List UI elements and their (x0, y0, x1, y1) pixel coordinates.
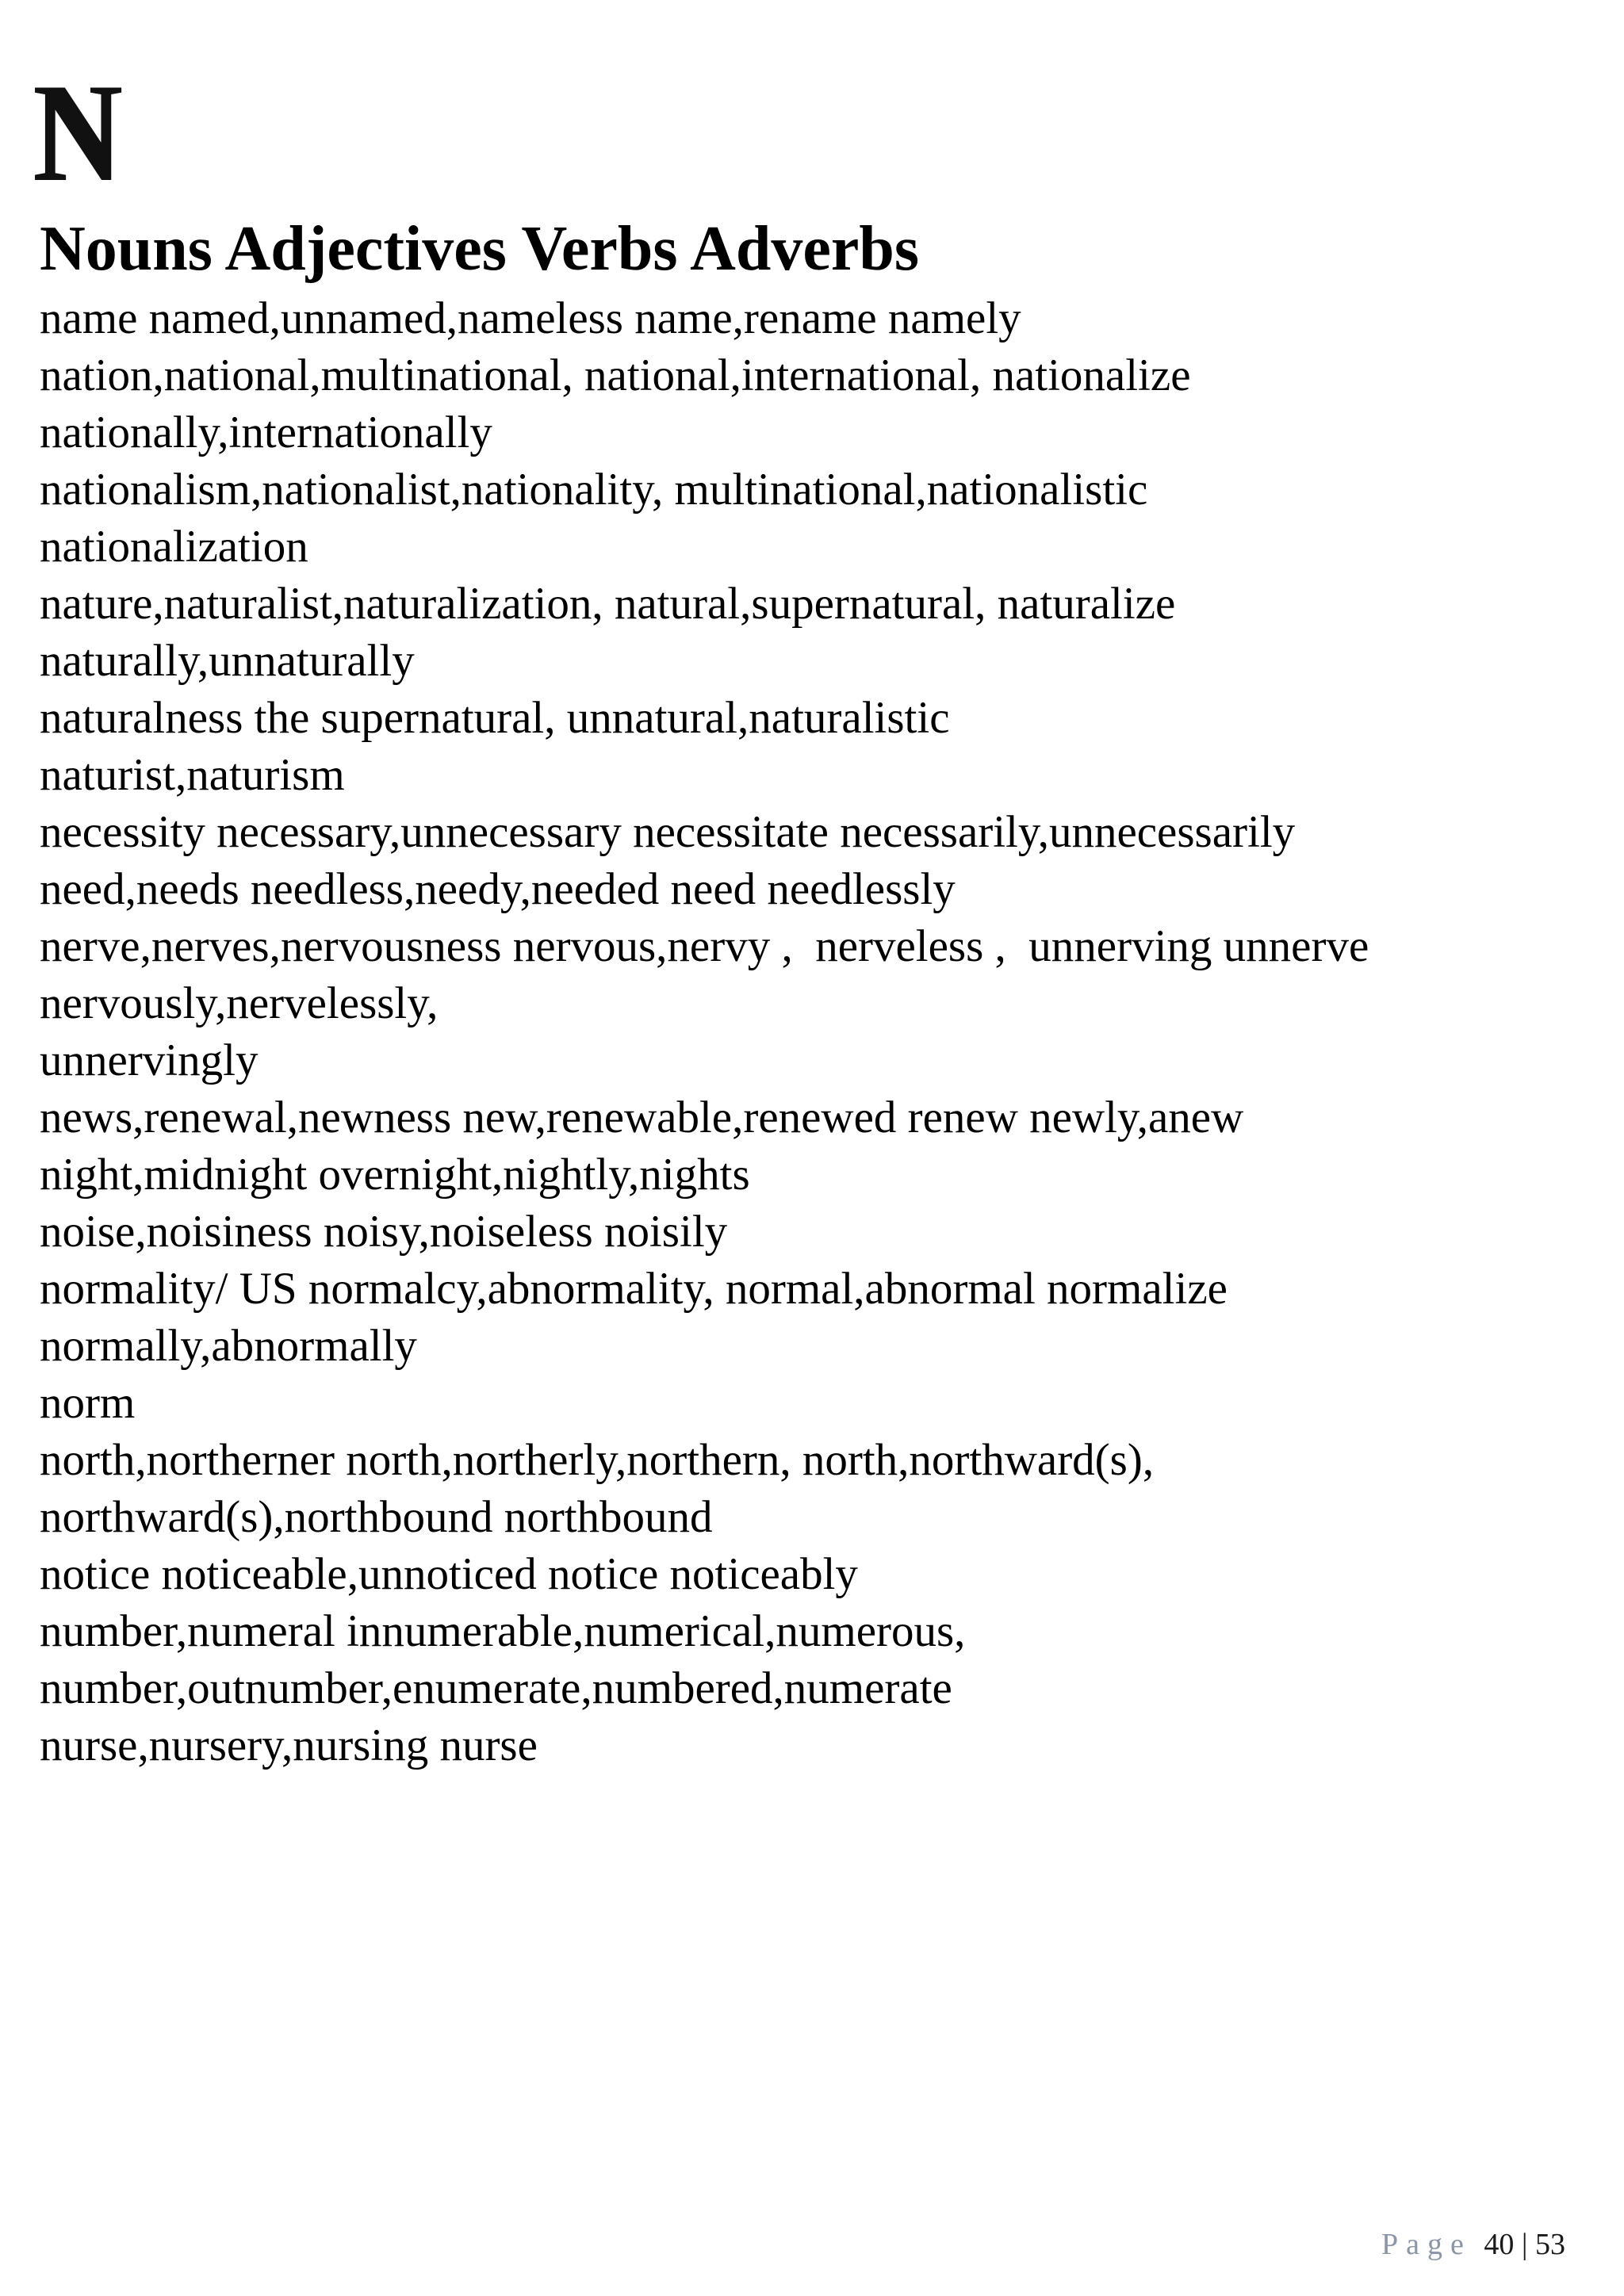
list-line: norm (40, 1378, 136, 1428)
list-line: nationally,internationally (40, 408, 492, 457)
list-line: news,renewal,newness new,renewable,renewed renew newly,anew (40, 1093, 1244, 1142)
list-line: nervously,nervelessly, (40, 978, 439, 1028)
word-family-list (40, 290, 1369, 1774)
list-line: normally,abnormally (40, 1321, 417, 1371)
list-line: naturally,unnaturally (40, 636, 415, 686)
list-line: nurse,nursery,nursing nurse (40, 1720, 538, 1770)
list-line: noise,noisiness noisy,noiseless noisily (40, 1207, 728, 1257)
page-number: 40 | 53 (1484, 2228, 1565, 2261)
list-line: nature,naturalist,naturalization, natural,supernatural, naturalize (40, 579, 1176, 629)
list-line: number,numeral innumerable,numerical,numerous, (40, 1606, 966, 1656)
list-line: nationalization (40, 522, 308, 572)
list-line: northward(s),northbound northbound (40, 1492, 713, 1542)
list-line: number,outnumber,enumerate,numbered,numerate (40, 1663, 952, 1713)
page-footer (1381, 2226, 1565, 2263)
section-letter: N (33, 54, 119, 211)
page-heading: Nouns Adjectives Verbs Adverbs (40, 214, 920, 284)
list-line: need,needs needless,needy,needed need needlessly (40, 864, 956, 914)
list-line: naturist,naturism (40, 750, 345, 800)
list-line: name named,unnamed,nameless name,rename namely (40, 293, 1021, 343)
list-line: naturalness the supernatural, unnatural,naturalistic (40, 693, 950, 743)
list-line: nation,national,multinational, national,international, nationalize (40, 350, 1191, 400)
list-line: night,midnight overnight,nightly,nights (40, 1150, 750, 1200)
list-line: notice noticeable,unnoticed notice noticeably (40, 1549, 858, 1599)
list-line: unnervingly (40, 1035, 259, 1085)
page-label: Page (1381, 2228, 1472, 2261)
list-line: nationalism,nationalist,nationality, multinational,nationalistic (40, 465, 1148, 515)
list-line: necessity necessary,unnecessary necessitate necessarily,unnecessarily (40, 807, 1296, 857)
list-line: normality/ US normalcy,abnormality, normal,abnormal normalize (40, 1264, 1228, 1314)
list-line: north,northerner north,northerly,northern, north,northward(s), (40, 1435, 1155, 1485)
list-line: nerve,nerves,nervousness nervous,nervy , nerveless , unnerving unnerve (40, 921, 1369, 971)
